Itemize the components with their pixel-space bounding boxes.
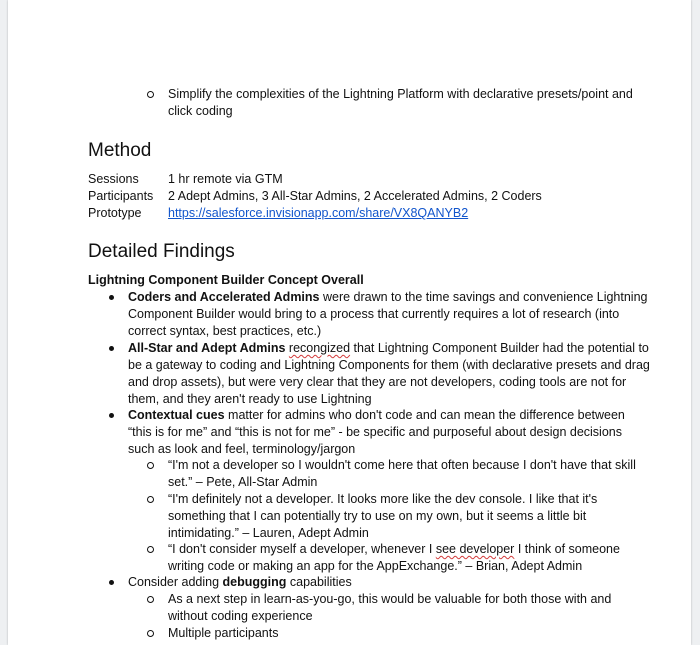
quote-brian-post: I think of someone [514, 542, 620, 556]
quote-lauren-line: “I'm definitely not a developer. It looks more like the dev console. I like that it's [168, 492, 598, 506]
findings-heading: Detailed Findings [88, 241, 235, 262]
finding-4-line [128, 574, 352, 591]
finding-3-text: matter for admins who don't code and can mean the difference between [224, 408, 625, 422]
spelling-flag-see-developer[interactable]: see developer [435, 542, 515, 556]
finding-2-line: them, and they aren't ready to use Lightning [128, 392, 372, 406]
method-label-sessions: Sessions [88, 172, 139, 186]
document-page [8, 0, 691, 645]
finding-2-text: that Lightning Component Builder had the potential to [350, 341, 649, 355]
intro-bullet-line: Simplify the complexities of the Lightning Platform with declarative presets/point and [168, 87, 633, 101]
debugging-sub-line: without coding experience [168, 609, 313, 623]
finding-2-line: be a gateway to coding and Lightning Components for them (with declarative presets and drag [128, 358, 650, 372]
quote-lauren-line: something that I can potentially try to use on my own, but it seems a little bit [168, 509, 587, 523]
prototype-link-wrap [168, 205, 468, 222]
quote-lauren-line: intimidating.” – Lauren, Adept Admin [168, 526, 369, 540]
method-heading: Method [88, 140, 152, 161]
findings-subheading: Lightning Component Builder Concept Overall [88, 273, 364, 287]
debugging-sub-line: As a next step in learn-as-you-go, this would be valuable for both those with and [168, 592, 612, 606]
finding-2-line: and drop assets), but were very clear that they are not developers, coding tools are not for [128, 375, 627, 389]
method-label-participants: Participants [88, 189, 154, 203]
quote-brian-line: writing code or making an app for the AppExchange.” – Brian, Adept Admin [168, 559, 583, 573]
sub-bullet-marker [147, 496, 154, 503]
bullet-marker [109, 295, 114, 300]
spelling-error-recongized[interactable]: recongized [288, 341, 351, 355]
quote-brian-pre: “I don't consider myself a developer, whenever I [168, 542, 436, 556]
bullet-marker [109, 580, 114, 585]
bullet-marker [109, 413, 114, 418]
finding-3-line [128, 407, 625, 424]
method-label-prototype: Prototype [88, 206, 142, 220]
sub-bullet-marker [147, 546, 154, 553]
quote-brian-line [168, 541, 620, 558]
finding-4-post: capabilities [286, 575, 352, 589]
finding-1-line: correct syntax, best practices, etc.) [128, 324, 322, 338]
debugging-sub-line: Multiple participants [168, 626, 279, 640]
finding-1-line: Component Builder would bring to a process that currently requires a lot of research (into [128, 307, 620, 321]
quote-pete-line: “I'm not a developer so I wouldn't come here that often because I don't have that skill [168, 458, 636, 472]
prototype-link[interactable]: https://salesforce.invisionapp.com/share/VX8QANYB2 [168, 206, 469, 220]
finding-4-pre: Consider adding [128, 575, 223, 589]
bullet-marker [109, 346, 114, 351]
finding-2-bold: All-Star and Adept Admins [128, 341, 286, 355]
sub-bullet-marker [147, 462, 154, 469]
finding-4-bold: debugging [222, 575, 287, 589]
quote-pete-line: set.” – Pete, All-Star Admin [168, 475, 318, 489]
finding-1-text: were drawn to the time savings and convenience Lightning [319, 290, 648, 304]
method-value-participants: 2 Adept Admins, 3 All-Star Admins, 2 Accelerated Admins, 2 Coders [168, 189, 542, 203]
finding-1-line [128, 289, 647, 306]
finding-1-bold: Coders and Accelerated Admins [128, 290, 320, 304]
sub-bullet-marker [147, 596, 154, 603]
finding-3-line: such as look and feel, terminology/jargon [128, 442, 356, 456]
sub-bullet-marker [147, 91, 154, 98]
finding-3-line: “this is for me” and “this is not for me” - be specific and purposeful about design decisions [128, 425, 622, 439]
finding-2-line [128, 340, 649, 357]
sub-bullet-marker [147, 630, 154, 637]
method-value-sessions: 1 hr remote via GTM [168, 172, 283, 186]
intro-bullet-line: click coding [168, 104, 233, 118]
finding-3-bold: Contextual cues [128, 408, 225, 422]
